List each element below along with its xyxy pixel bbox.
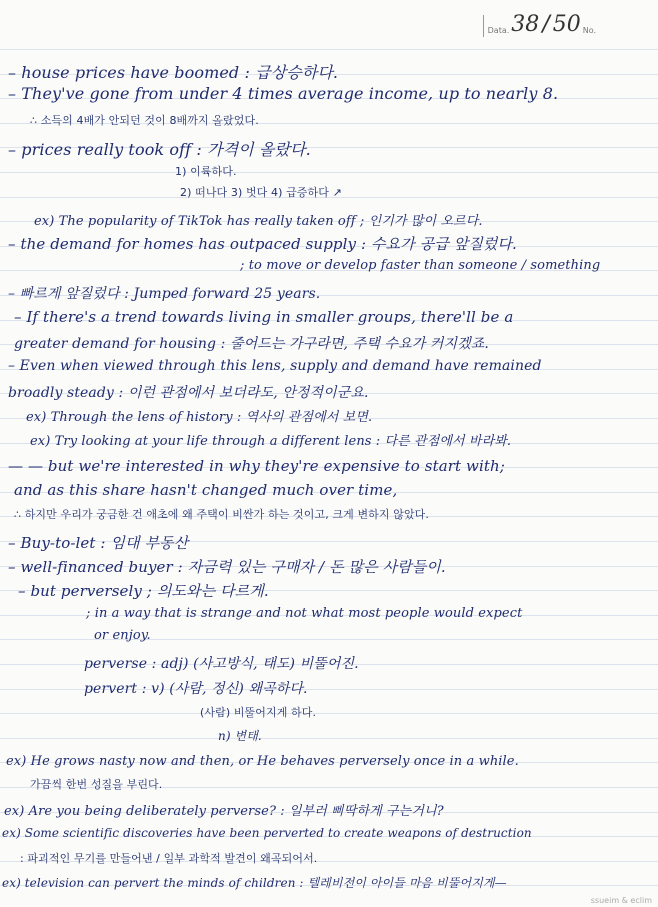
note-line: ∴ 소득의 4배가 안되던 것이 8배까지 올랐었다.: [30, 114, 259, 127]
data-label: Data.: [487, 26, 510, 35]
page-slash: /: [542, 12, 550, 37]
note-line: – prices really took off : 가격이 올랐다.: [8, 140, 311, 159]
note-line: – Even when viewed through this lens, supply and demand have remained: [8, 358, 542, 374]
page-header: [483, 12, 596, 37]
note-line: – the demand for homes has outpaced supply : 수요가 공급 앞질렀다.: [8, 235, 517, 253]
note-line: or enjoy.: [94, 628, 151, 643]
note-line: ex) television can pervert the minds of children : 텔레비전이 아이들 마음 비뚤어지게—: [2, 876, 507, 890]
note-line: : 파괴적인 무기를 만들어낸 / 일부 과학적 발견이 왜곡되어서.: [20, 852, 318, 865]
note-line: broadly steady : 이런 관점에서 보더라도, 안정적이군요.: [8, 385, 369, 401]
note-line: ex) Are you being deliberately perverse? : 일부러 삐딱하게 구는거니?: [4, 804, 444, 819]
note-line: – Buy-to-let : 임대 부동산: [8, 534, 189, 552]
note-line: ex) Through the lens of history : 역사의 관점에서 보면.: [26, 410, 373, 425]
ruled-line: [0, 49, 658, 50]
note-line: ex) Some scientific discoveries have been perverted to create weapons of destruction: [2, 826, 532, 840]
ruled-line: [0, 713, 658, 714]
note-line: and as this share hasn't changed much over time,: [14, 481, 398, 499]
note-line: – They've gone from under 4 times average income, up to nearly 8.: [8, 84, 559, 103]
footer-brand: ssueim & eclim: [590, 896, 652, 905]
note-line: pervert : v) (사람, 정신) 왜곡하다.: [84, 681, 308, 697]
note-line: ∴ 하지만 우리가 궁금한 건 애초에 왜 주택이 비싼가 하는 것이고, 크게 변하지 않았다.: [14, 508, 430, 521]
note-line: greater demand for housing : 줄어드는 가구라면, 주택 수요가 커지겠죠.: [14, 336, 489, 352]
ruled-line: [0, 172, 658, 173]
note-line: ex) Try looking at your life through a different lens : 다른 관점에서 바라봐.: [30, 434, 512, 449]
note-line: – but perversely ; 의도와는 다르게.: [18, 582, 269, 600]
ruled-line: [0, 738, 658, 739]
note-line: 가끔씩 한번 성질을 부린다.: [30, 778, 163, 791]
note-line: (사람) 비뚤어지게 하다.: [200, 706, 317, 719]
note-line: ex) He grows nasty now and then, or He behaves perversely once in a while.: [6, 754, 519, 769]
note-line: ; in a way that is strange and not what most people would expect: [86, 606, 523, 621]
note-line: — — but we're interested in why they're expensive to start with;: [8, 457, 505, 475]
note-line: 2) 떠나다 3) 벗다 4) 급증하다 ↗: [180, 186, 342, 199]
note-line: ex) The popularity of TikTok has really taken off ; 인기가 많이 오르다.: [34, 214, 483, 229]
note-line: 1) 이륙하다.: [175, 165, 237, 178]
note-line: – house prices have boomed : 급상승하다.: [8, 63, 339, 82]
note-line: – well-financed buyer : 자금력 있는 구매자 / 돈 많은 사람들이.: [8, 558, 446, 576]
note-line: perverse : adj) (사고방식, 태도) 비뚤어진.: [84, 656, 359, 672]
no-label: No.: [582, 26, 596, 35]
note-line: ; to move or develop faster than someone / something: [240, 258, 601, 273]
header-divider: [483, 15, 484, 37]
page-current: 38: [511, 12, 540, 37]
page-total: 50: [552, 12, 581, 37]
note-line: n) 변태.: [218, 729, 262, 743]
note-line: – If there's a trend towards living in smaller groups, there'll be a: [14, 308, 514, 326]
note-line: – 빠르게 앞질렀다 : Jumped forward 25 years.: [8, 286, 321, 302]
